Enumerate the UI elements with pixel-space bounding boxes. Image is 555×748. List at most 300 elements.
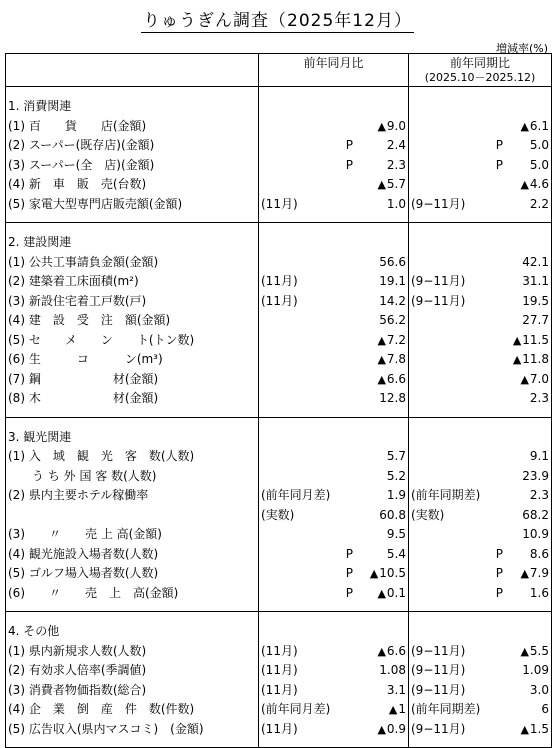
spacer-cell	[259, 87, 409, 98]
period-note: (実数)	[261, 507, 295, 522]
value-number: 4.6	[529, 177, 549, 191]
spacer-cell	[409, 214, 552, 223]
value-number: 7.2	[386, 332, 406, 347]
period-cell	[409, 195, 552, 215]
change-value	[503, 253, 551, 273]
monthly-cell	[259, 389, 409, 409]
value-number: 19.5	[522, 293, 549, 308]
change-value	[353, 195, 408, 215]
period-cell	[409, 622, 552, 642]
row-label	[6, 506, 259, 526]
value-cell	[259, 700, 408, 720]
value-number: 1.09	[522, 663, 549, 677]
change-value	[503, 175, 551, 195]
preliminary-mark: P	[345, 157, 353, 172]
change-value	[503, 545, 551, 565]
monthly-cell	[259, 331, 409, 351]
value-cell	[409, 584, 551, 604]
change-value	[480, 486, 551, 506]
spacer-cell	[409, 612, 552, 623]
change-value	[353, 545, 408, 565]
table-row	[6, 195, 552, 215]
table-row	[6, 681, 552, 701]
value-cell	[409, 331, 551, 351]
row-label: (1) 県内新規求人数(人数)	[6, 642, 259, 662]
period-cell	[409, 350, 552, 370]
row-label: (4) 企 業 倒 産 件 数(件数)	[6, 700, 259, 720]
change-value	[353, 292, 408, 312]
value-number: 8.6	[529, 546, 549, 561]
period-note: (前年同月差)	[261, 702, 331, 716]
spacer-cell	[6, 417, 259, 428]
period-note: (9−11月)	[411, 721, 466, 736]
period-note: (前年同期差)	[411, 702, 481, 716]
table-row	[6, 136, 552, 156]
value-number: 2.2	[529, 196, 549, 211]
value-cell	[409, 506, 551, 526]
row-label: (2) 有効求人倍率(季調値)	[6, 661, 259, 681]
value-cell	[259, 681, 408, 701]
value-number: 1.0	[386, 196, 406, 211]
label-header	[6, 54, 259, 87]
period-cell	[409, 467, 552, 487]
table-row	[6, 661, 552, 681]
value-cell	[259, 661, 408, 681]
change-value	[480, 700, 551, 720]
value-number: 1	[398, 702, 406, 716]
section-heading-row	[6, 97, 552, 117]
value-cell	[409, 545, 551, 565]
value-cell	[259, 564, 408, 584]
value-cell	[409, 370, 551, 390]
monthly-cell	[259, 661, 409, 681]
value-cell	[409, 136, 551, 156]
spacer-cell	[6, 603, 259, 612]
change-value	[353, 331, 408, 351]
value-cell	[259, 467, 408, 487]
spacer-cell	[409, 603, 552, 612]
table-row	[6, 311, 552, 331]
table-row	[6, 175, 552, 195]
spacer-row	[6, 417, 552, 428]
value-number: 12.8	[379, 391, 406, 405]
decrease-triangle-icon: ▲	[520, 178, 529, 191]
change-value	[353, 564, 408, 584]
period-note: (9−11月)	[411, 643, 466, 658]
change-value	[353, 253, 408, 273]
row-label: (2) スーパー(既存店)(金額)	[6, 136, 259, 156]
period-cell	[409, 428, 552, 448]
spacer-cell	[6, 739, 259, 748]
change-value	[353, 311, 408, 331]
value-cell	[259, 117, 408, 137]
row-label: (3) 〃 売 上 高(金額)	[6, 525, 259, 545]
period-cell	[409, 272, 552, 292]
value-number: 5.5	[529, 643, 549, 658]
value-cell	[259, 720, 408, 740]
change-value	[353, 389, 408, 409]
value-number: 56.6	[379, 254, 406, 269]
value-number: 2.4	[386, 138, 406, 152]
value-number: 42.1	[522, 254, 549, 269]
period-cell	[409, 370, 552, 390]
monthly-cell	[259, 253, 409, 273]
value-number: 3.1	[386, 682, 406, 697]
monthly-cell	[259, 428, 409, 448]
value-number: 1.6	[529, 585, 549, 600]
value-number: 11.8	[522, 352, 549, 366]
row-label: (5) ゴルフ場入場者数(人数)	[6, 564, 259, 584]
section-heading: 4. その他	[6, 622, 259, 642]
section-heading-row	[6, 233, 552, 253]
value-number: 1.08	[379, 663, 406, 677]
monthly-cell	[259, 506, 409, 526]
change-value	[353, 272, 408, 292]
value-number: 5.7	[386, 449, 406, 463]
spacer-cell	[259, 214, 409, 223]
value-number: 1.5	[529, 721, 549, 736]
period-note: (9−11月)	[411, 663, 466, 677]
spacer-row	[6, 223, 552, 234]
change-value	[503, 331, 551, 351]
period-cell	[409, 545, 552, 565]
value-number: 6.6	[386, 643, 406, 658]
spacer-cell	[409, 739, 552, 748]
value-number: 2.3	[529, 488, 549, 502]
period-note: (9−11月)	[411, 196, 466, 211]
change-value	[503, 136, 551, 156]
value-number: 7.8	[386, 352, 406, 366]
decrease-triangle-icon: ▲	[377, 119, 386, 133]
table-row	[6, 506, 552, 526]
value-number: 2.3	[386, 157, 406, 172]
value-cell	[409, 350, 551, 370]
period-note: (11月)	[261, 196, 298, 211]
change-value	[353, 447, 408, 467]
value-number: 31.1	[522, 274, 549, 288]
spacer-cell	[259, 223, 409, 234]
row-label: (4) 建 設 受 注 額(金額)	[6, 311, 259, 331]
period-cell	[409, 97, 552, 117]
preliminary-mark: P	[495, 566, 503, 580]
decrease-triangle-icon: ▲	[377, 586, 386, 600]
decrease-triangle-icon: ▲	[520, 722, 529, 736]
spacer-cell	[6, 214, 259, 223]
change-value	[503, 370, 551, 390]
monthly-cell	[259, 136, 409, 156]
value-number: 19.1	[379, 274, 406, 288]
period-cell	[409, 175, 552, 195]
row-label: う ち 外 国 客 数(人数)	[6, 467, 259, 487]
value-cell	[409, 389, 551, 409]
value-cell	[409, 661, 551, 681]
change-value	[353, 525, 408, 545]
monthly-cell	[259, 525, 409, 545]
value-number: 60.8	[379, 507, 406, 522]
value-number: 0.9	[386, 721, 406, 736]
spacer-cell	[409, 223, 552, 234]
change-value	[353, 467, 408, 487]
value-cell	[259, 350, 408, 370]
monthly-cell	[259, 292, 409, 312]
value-number: 1.9	[386, 488, 406, 502]
row-label: (3) スーパー(全 店)(金額)	[6, 156, 259, 176]
period-note: (11月)	[261, 663, 298, 677]
value-cell	[409, 720, 551, 740]
value-cell	[409, 292, 551, 312]
period-cell	[409, 681, 552, 701]
decrease-triangle-icon: ▲	[377, 722, 386, 736]
row-label: (1) 入 域 観 光 客 数(人数)	[6, 447, 259, 467]
value-cell	[259, 486, 408, 506]
period-cell	[409, 311, 552, 331]
monthly-cell	[259, 642, 409, 662]
change-value	[353, 661, 408, 681]
table-row	[6, 370, 552, 390]
monthly-cell	[259, 272, 409, 292]
value-cell	[259, 447, 408, 467]
period-note: (前年同期差)	[411, 488, 481, 502]
value-number: 10.5	[379, 566, 406, 580]
value-cell	[259, 175, 408, 195]
value-cell	[409, 272, 551, 292]
table-row	[6, 389, 552, 409]
change-value	[353, 175, 408, 195]
change-value	[353, 642, 408, 662]
row-label: (3) 消費者物価指数(総合)	[6, 681, 259, 701]
change-value	[353, 136, 408, 156]
value-number: 7.0	[529, 371, 549, 386]
change-value	[503, 350, 551, 370]
change-value	[353, 584, 408, 604]
period-cell	[409, 506, 552, 526]
period-cell	[409, 117, 552, 137]
spacer-row	[6, 409, 552, 418]
value-cell	[259, 584, 408, 604]
section-heading: 3. 観光関連	[6, 428, 259, 448]
monthly-cell	[259, 175, 409, 195]
table-row	[6, 700, 552, 720]
period-cell	[409, 720, 552, 740]
spacer-cell	[259, 417, 409, 428]
change-value	[503, 506, 551, 526]
row-label: (5) セ メ ン ト(トン数)	[6, 331, 259, 351]
table-row	[6, 331, 552, 351]
table-row	[6, 467, 552, 487]
value-cell	[259, 272, 408, 292]
value-cell	[409, 447, 551, 467]
change-value	[353, 506, 408, 526]
value-cell	[259, 311, 408, 331]
change-value	[465, 661, 551, 681]
spacer-row	[6, 612, 552, 623]
value-cell	[259, 389, 408, 409]
change-value	[465, 272, 551, 292]
preliminary-mark: P	[345, 585, 353, 600]
value-number: 0.1	[386, 585, 406, 600]
monthly-cell	[259, 681, 409, 701]
change-value	[503, 389, 551, 409]
value-cell	[409, 467, 551, 487]
value-number: 6.1	[529, 118, 549, 133]
table-row	[6, 486, 552, 506]
change-value	[465, 195, 551, 215]
spacer-cell	[6, 87, 259, 98]
change-value	[465, 292, 551, 312]
change-value	[330, 486, 408, 506]
period-note: (11月)	[261, 643, 298, 658]
period-cell	[409, 661, 552, 681]
period-cell	[409, 525, 552, 545]
value-number: 11.5	[522, 332, 549, 347]
value-number: 10.9	[522, 527, 549, 541]
monthly-cell	[259, 486, 409, 506]
row-label: (8) 木 材(金額)	[6, 389, 259, 409]
monthly-cell	[259, 467, 409, 487]
decrease-triangle-icon: ▲	[512, 333, 522, 347]
value-number: 9.1	[529, 449, 549, 463]
value-cell	[409, 681, 551, 701]
spacer-cell	[259, 739, 409, 748]
monthly-cell	[259, 117, 409, 137]
value-number: 5.2	[386, 468, 406, 483]
section-heading-row	[6, 428, 552, 448]
period-cell	[409, 156, 552, 176]
period-note: (11月)	[261, 721, 298, 736]
decrease-triangle-icon: ▲	[377, 644, 386, 658]
value-number: 5.7	[386, 177, 406, 191]
value-number: 2.3	[529, 391, 549, 405]
value-number: 7.9	[529, 566, 549, 580]
value-cell	[259, 331, 408, 351]
value-number: 6.6	[386, 371, 406, 386]
value-cell	[409, 642, 551, 662]
monthly-cell	[259, 700, 409, 720]
period-note: (9−11月)	[411, 293, 466, 308]
decrease-triangle-icon: ▲	[377, 333, 386, 347]
monthly-cell	[259, 370, 409, 390]
value-cell	[259, 506, 408, 526]
decrease-triangle-icon: ▲	[520, 372, 529, 386]
period-cell	[409, 136, 552, 156]
value-number: 68.2	[522, 507, 549, 522]
change-value	[330, 700, 408, 720]
section-heading: 2. 建設関連	[6, 233, 259, 253]
value-number: 6	[541, 702, 549, 716]
spacer-cell	[409, 409, 552, 418]
value-cell	[259, 545, 408, 565]
change-value	[353, 681, 408, 701]
change-value	[503, 564, 551, 584]
table-row	[6, 642, 552, 662]
spacer-row	[6, 739, 552, 748]
value-cell	[259, 642, 408, 662]
table-row	[6, 292, 552, 312]
table-row	[6, 525, 552, 545]
row-label: (4) 新 車 販 売(台数)	[6, 175, 259, 195]
period-cell	[409, 447, 552, 467]
decrease-triangle-icon: ▲	[388, 703, 398, 716]
value-cell	[409, 117, 551, 137]
decrease-triangle-icon: ▲	[377, 178, 386, 191]
decrease-triangle-icon: ▲	[377, 353, 386, 366]
spacer-cell	[6, 612, 259, 623]
monthly-cell	[259, 350, 409, 370]
monthly-cell	[259, 97, 409, 117]
period-cell	[409, 233, 552, 253]
value-number: 3.0	[529, 682, 549, 697]
period-cell	[409, 292, 552, 312]
value-cell	[259, 156, 408, 176]
decrease-triangle-icon: ▲	[520, 119, 529, 133]
table-row	[6, 156, 552, 176]
change-value	[503, 467, 551, 487]
value-number: 5.4	[386, 546, 406, 561]
decrease-triangle-icon: ▲	[512, 353, 522, 366]
row-label: (7) 鋼 材(金額)	[6, 370, 259, 390]
period-note: (9−11月)	[411, 274, 466, 288]
page-title: りゅうぎん調査（2025年12月）	[143, 11, 412, 31]
value-cell	[409, 486, 551, 506]
change-value	[465, 681, 551, 701]
decrease-triangle-icon: ▲	[369, 567, 379, 580]
change-value	[465, 642, 551, 662]
period-cell	[409, 700, 552, 720]
section-heading: 1. 消費関連	[6, 97, 259, 117]
change-value	[503, 117, 551, 137]
change-value	[353, 370, 408, 390]
period-cell	[409, 642, 552, 662]
period-cell	[409, 564, 552, 584]
preliminary-mark: P	[495, 546, 503, 561]
spacer-row	[6, 214, 552, 223]
value-cell	[259, 525, 408, 545]
table-row	[6, 350, 552, 370]
monthly-cell	[259, 311, 409, 331]
change-value	[503, 525, 551, 545]
survey-table	[5, 53, 552, 748]
monthly-cell	[259, 564, 409, 584]
decrease-triangle-icon: ▲	[520, 644, 529, 658]
row-label: (2) 建築着工床面積(m²)	[6, 272, 259, 292]
period-cell	[409, 389, 552, 409]
change-value	[353, 350, 408, 370]
table-row	[6, 564, 552, 584]
monthly-cell	[259, 233, 409, 253]
monthly-cell	[259, 584, 409, 604]
table-row	[6, 447, 552, 467]
change-value	[503, 156, 551, 176]
preliminary-mark: P	[495, 585, 503, 600]
change-value	[503, 311, 551, 331]
table-row	[6, 253, 552, 273]
spacer-row	[6, 87, 552, 98]
value-cell	[259, 253, 408, 273]
value-number: 5.0	[529, 138, 549, 152]
value-cell	[409, 253, 551, 273]
value-cell	[409, 195, 551, 215]
period-cell	[409, 331, 552, 351]
preliminary-mark: P	[345, 138, 353, 152]
period-cell	[409, 253, 552, 273]
change-value	[465, 720, 551, 740]
spacer-cell	[6, 223, 259, 234]
table-row	[6, 720, 552, 740]
row-label: (6) 生 コ ン(m³)	[6, 350, 259, 370]
section-heading-row	[6, 622, 552, 642]
monthly-cell	[259, 622, 409, 642]
period-cell	[409, 486, 552, 506]
